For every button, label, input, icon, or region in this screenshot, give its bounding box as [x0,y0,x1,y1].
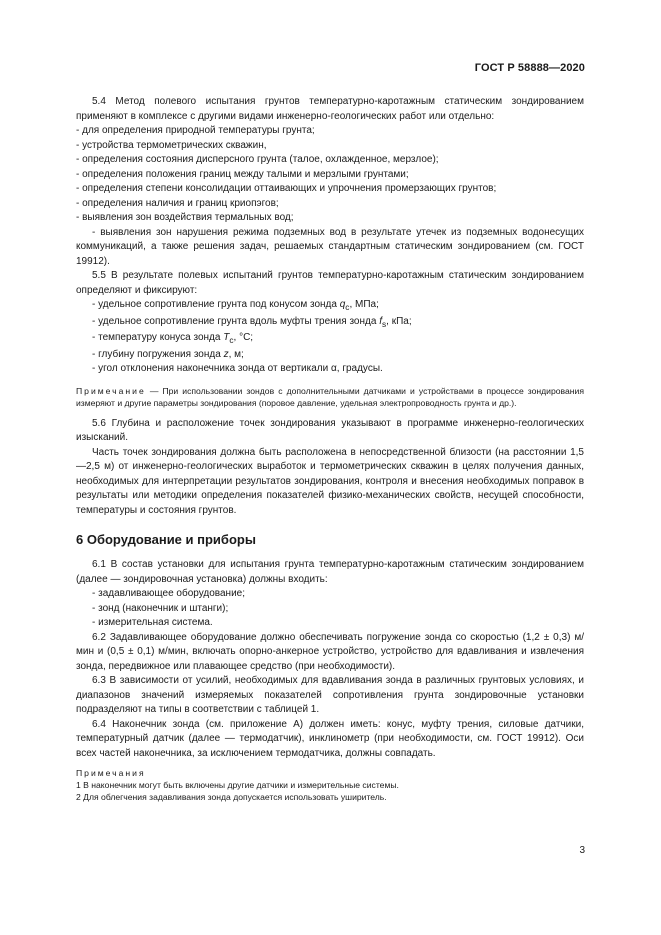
list-item: - для определения природной температуры грунта; [76,125,315,136]
note-label: Примечание [76,385,146,396]
var-subscript: c [345,302,350,312]
list-item [76,348,584,363]
item-unit: , кПа; [386,315,412,327]
note-item: 1 В наконечник могут быть включены другие датчики и измерительные системы. [76,780,399,790]
list-item [76,331,584,348]
list-item: - выявления зон воздействия термальных вод; [76,212,294,223]
paragraph-6-1: 6.1 В состав установки для испытания грунта температурно-каротажным статическим зондированием (далее — зондировочная установка) должны входить: [76,559,584,585]
var-symbol: q [339,299,346,310]
notes-6 [76,767,584,803]
section-6-title: 6 Оборудование и приборы [76,532,256,547]
paragraph-6-2: 6.2 Задавливающее оборудование должно обеспечивать погружение зонда со скоростью (1,2 ± 0,3) м/мин и (0,5 ± 0,1) м/мин, включать опорно-анкерное устройство, устройство для вдавливания и извлечения зонда, передвижное или плавающее средство (при необходимости). [76,631,584,672]
paragraph-5-4: 5.4 Метод полевого испытания грунтов температурно-каротажным статическим зондированием применяют в комплексе с другими видами инженерно-геологических работ или отдельно: [76,96,584,122]
var-subscript: c [229,335,234,345]
list-item: - определения наличия и границ криопэгов; [76,197,279,209]
item-unit: , МПа; [349,299,379,310]
var-symbol: z [223,348,229,360]
main-content [76,95,584,803]
var-subscript: s [381,318,387,329]
item-unit: , м; [228,348,244,360]
list-item: - зонд (наконечник и штанги); [92,602,229,614]
list-item: - определения состояния дисперсного грунта (талое, охлажденное, мерзлое); [76,154,439,165]
page-number: 3 [579,845,585,856]
item-unit: , °С; [233,332,254,343]
list-item [76,298,584,315]
note-5-5 [76,385,584,409]
paragraph-5-6: 5.6 Глубина и расположение точек зондирования указывают в программе инженерно-геологических изысканий. [76,417,584,443]
list-item: - устройства термометрических скважин, [76,139,267,151]
list-item: - задавливающее оборудование; [92,588,246,599]
list-item: - выявления зон нарушения режима подземных вод в результате утечек из подземных водонесущих коммуникаций, а также решения задач, решаемых стандартным статическим зондированием (см. ГОСТ 19912). [76,226,584,267]
note-item: 2 Для облегчения задавливания зонда допускается использовать уширитель. [76,792,387,802]
var-symbol: T [223,332,230,343]
notes-title: Примечания [76,768,146,778]
item-text: - температуру конуса зонда [92,332,224,343]
note-text: — При использовании зондов с дополнительными датчиками и устройствами в процессе зондирования измеряют и другие параметры зондирования (поровое давление, удельная электропроводность грунта и др.). [76,385,584,408]
paragraph-5-6b: Часть точек зондирования должна быть расположена в непосредственной близости (на расстоянии 1,5—2,5 м) от инженерно-геологических выработок и термометрических скважин в целях получения данных, необходимых для интерпретации результатов зондирования, контроля и внесения необходимых поправок в результаты или методики определения показателей физико-механических свойств, несущей способности, температуры и состояния грунтов. [76,446,584,516]
doc-code-header: ГОСТ Р 58888—2020 [474,62,585,74]
item-text: - удельное сопротивление грунта под конусом зонда [92,299,340,310]
var-symbol: f [379,315,382,327]
paragraph-6-3: 6.3 В зависимости от усилий, необходимых для вдавливания зонда в различных грунтовых условиях, и диапазонов значений измеряемых показателей сопротивления грунта зондировочные установки подразделяют на типы в соответствии с таблицей 1. [76,675,584,715]
list-item: - определения положения границ между талыми и мерзлыми грунтами; [76,168,409,180]
list-item [76,315,584,332]
list-item: - измерительная система. [92,617,213,628]
paragraph-5-5: 5.5 В результате полевых испытаний грунтов температурно-каротажным статическим зондированием определяют и фиксируют: [76,270,584,296]
list-item: - угол отклонения наконечника зонда от вертикали α, градусы. [92,363,383,374]
list-item: - определения степени консолидации оттаивающих и упрочнения промерзающих грунтов; [76,183,497,194]
item-text: - глубину погружения зонда [92,348,224,360]
paragraph-6-4: 6.4 Наконечник зонда (см. приложение А) должен иметь: конус, муфту трения, силовые датчики, температурный датчик (далее — термодатчик), инклинометр (при необходимости, см. ГОСТ 19912). Оси всех частей наконечника, за исключением термодатчика, должны совпадать. [76,718,584,759]
item-text: - удельное сопротивление грунта вдоль муфты трения зонда [92,315,380,327]
